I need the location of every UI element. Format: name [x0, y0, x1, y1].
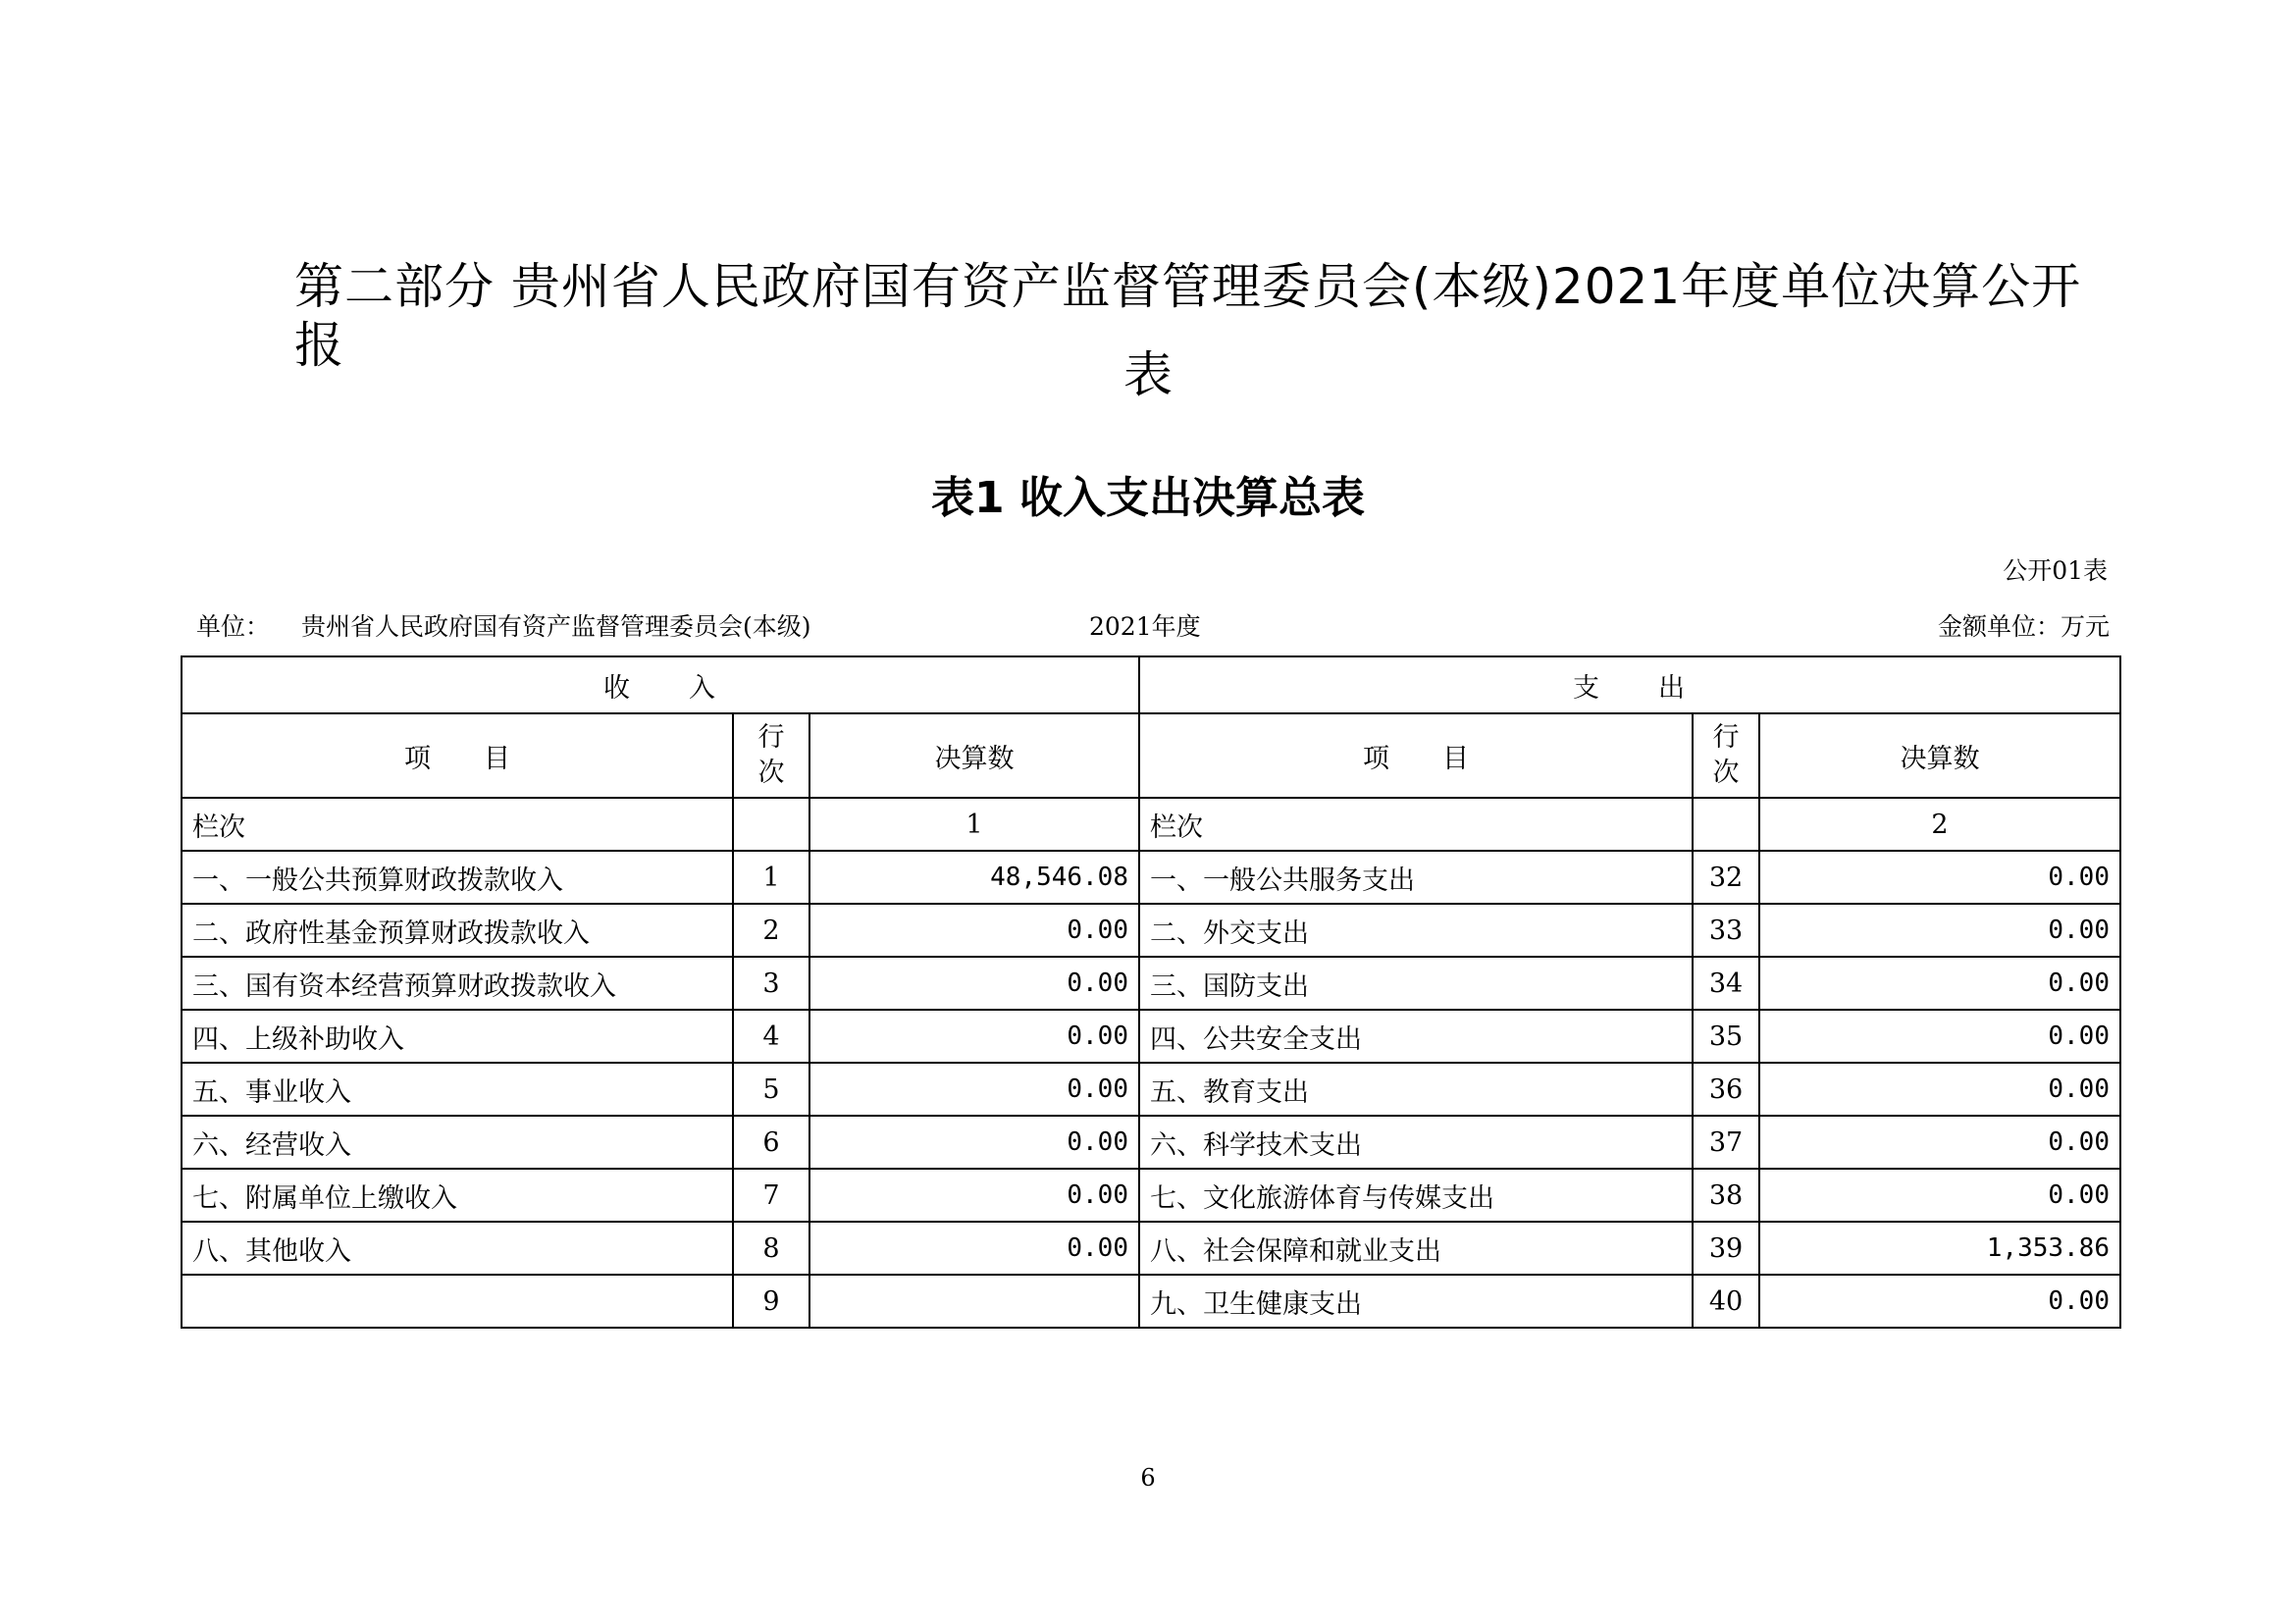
income-line-cell: 7: [733, 1169, 809, 1222]
income-item-cell: 五、事业收入: [182, 1063, 733, 1116]
expense-item-cell: 一、一般公共服务支出: [1139, 851, 1693, 904]
table-row: [182, 851, 2120, 904]
income-item-cell: 七、附属单位上缴收入: [182, 1169, 733, 1222]
income-item-header: 项 目: [182, 713, 733, 798]
income-line-cell: 5: [733, 1063, 809, 1116]
income-amount-cell: [809, 1275, 1139, 1328]
income-item-cell: 二、政府性基金预算财政拨款收入: [182, 904, 733, 957]
unit-label: 单位：: [196, 612, 271, 641]
group-header-row: [182, 656, 2120, 713]
income-amount-cell: 0.00: [809, 1063, 1139, 1116]
expense-line-cell: 34: [1693, 957, 1759, 1010]
part-title-tail: 表: [1123, 346, 1173, 403]
income-amount-cell: 0.00: [809, 1116, 1139, 1169]
income-column-number: 1: [809, 798, 1139, 851]
income-item-cell: 四、上级补助收入: [182, 1010, 733, 1063]
expense-line-cell: 36: [1693, 1063, 1759, 1116]
expense-item-cell: 八、社会保障和就业支出: [1139, 1222, 1693, 1275]
page-number: 6: [1140, 1464, 1156, 1492]
income-line-cell: 1: [733, 851, 809, 904]
expense-amount-cell: 0.00: [1759, 1116, 2120, 1169]
income-amount-cell: 0.00: [809, 904, 1139, 957]
income-column-line-empty: [733, 798, 809, 851]
income-item-cell: 六、经营收入: [182, 1116, 733, 1169]
income-group-header: 收 入: [182, 656, 1139, 713]
table-row: [182, 1063, 2120, 1116]
income-amount-cell: 0.00: [809, 957, 1139, 1010]
table-row: [182, 1169, 2120, 1222]
income-item-cell: [182, 1275, 733, 1328]
expense-item-cell: 二、外交支出: [1139, 904, 1693, 957]
column-number-row: [182, 798, 2120, 851]
expense-item-cell: 六、科学技术支出: [1139, 1116, 1693, 1169]
table-title: 表1 收入支出决算总表: [931, 473, 1365, 523]
income-amount-cell: 48,546.08: [809, 851, 1139, 904]
expense-line-cell: 35: [1693, 1010, 1759, 1063]
form-code: 公开01表: [2003, 556, 2108, 585]
part-title: 第二部分 贵州省人民政府国有资产监督管理委员会(本级)2021年度单位决算公开报: [294, 258, 2082, 374]
fiscal-year: 2021年度: [1089, 612, 1201, 641]
income-line-cell: 4: [733, 1010, 809, 1063]
expense-amount-cell: 0.00: [1759, 957, 2120, 1010]
expense-amount-cell: 0.00: [1759, 851, 2120, 904]
table-row: [182, 1222, 2120, 1275]
income-line-cell: 6: [733, 1116, 809, 1169]
table-row: [182, 1275, 2120, 1328]
income-expense-table: [181, 655, 2121, 1329]
table-row: [182, 1010, 2120, 1063]
expense-amount-cell: 0.00: [1759, 1010, 2120, 1063]
expense-line-cell: 32: [1693, 851, 1759, 904]
expense-item-cell: 四、公共安全支出: [1139, 1010, 1693, 1063]
expense-item-header: 项 目: [1139, 713, 1693, 798]
column-header-row: [182, 713, 2120, 798]
expense-amount-cell: 1,353.86: [1759, 1222, 2120, 1275]
expense-line-cell: 37: [1693, 1116, 1759, 1169]
income-line-cell: 2: [733, 904, 809, 957]
expense-amount-cell: 0.00: [1759, 904, 2120, 957]
table-row: [182, 957, 2120, 1010]
expense-column-number: 2: [1759, 798, 2120, 851]
income-line-cell: 8: [733, 1222, 809, 1275]
income-line-cell: 3: [733, 957, 809, 1010]
table-row: [182, 1116, 2120, 1169]
income-amount-header: 决算数: [809, 713, 1139, 798]
expense-amount-cell: 0.00: [1759, 1063, 2120, 1116]
expense-line-cell: 39: [1693, 1222, 1759, 1275]
expense-column-line-empty: [1693, 798, 1759, 851]
expense-item-cell: 五、教育支出: [1139, 1063, 1693, 1116]
table-row: [182, 904, 2120, 957]
income-line-cell: 9: [733, 1275, 809, 1328]
expense-line-cell: 40: [1693, 1275, 1759, 1328]
income-amount-cell: 0.00: [809, 1222, 1139, 1275]
income-item-cell: 三、国有资本经营预算财政拨款收入: [182, 957, 733, 1010]
expense-column-label: 栏次: [1139, 798, 1693, 851]
reporting-unit: [196, 610, 811, 644]
expense-item-cell: 九、卫生健康支出: [1139, 1275, 1693, 1328]
income-line-header: 行次: [733, 713, 809, 798]
expense-line-cell: 33: [1693, 904, 1759, 957]
income-amount-cell: 0.00: [809, 1169, 1139, 1222]
expense-line-cell: 38: [1693, 1169, 1759, 1222]
income-amount-cell: 0.00: [809, 1010, 1139, 1063]
income-item-cell: 一、一般公共预算财政拨款收入: [182, 851, 733, 904]
expense-group-header: 支 出: [1139, 656, 2120, 713]
expense-amount-header: 决算数: [1759, 713, 2120, 798]
income-item-cell: 八、其他收入: [182, 1222, 733, 1275]
expense-item-cell: 三、国防支出: [1139, 957, 1693, 1010]
unit-name: 贵州省人民政府国有资产监督管理委员会(本级): [301, 612, 811, 641]
income-column-label: 栏次: [182, 798, 733, 851]
report-meta-row: [196, 610, 2110, 644]
expense-item-cell: 七、文化旅游体育与传媒支出: [1139, 1169, 1693, 1222]
currency-unit: 金额单位：万元: [1937, 612, 2110, 641]
expense-line-header: 行次: [1693, 713, 1759, 798]
expense-amount-cell: 0.00: [1759, 1275, 2120, 1328]
expense-amount-cell: 0.00: [1759, 1169, 2120, 1222]
